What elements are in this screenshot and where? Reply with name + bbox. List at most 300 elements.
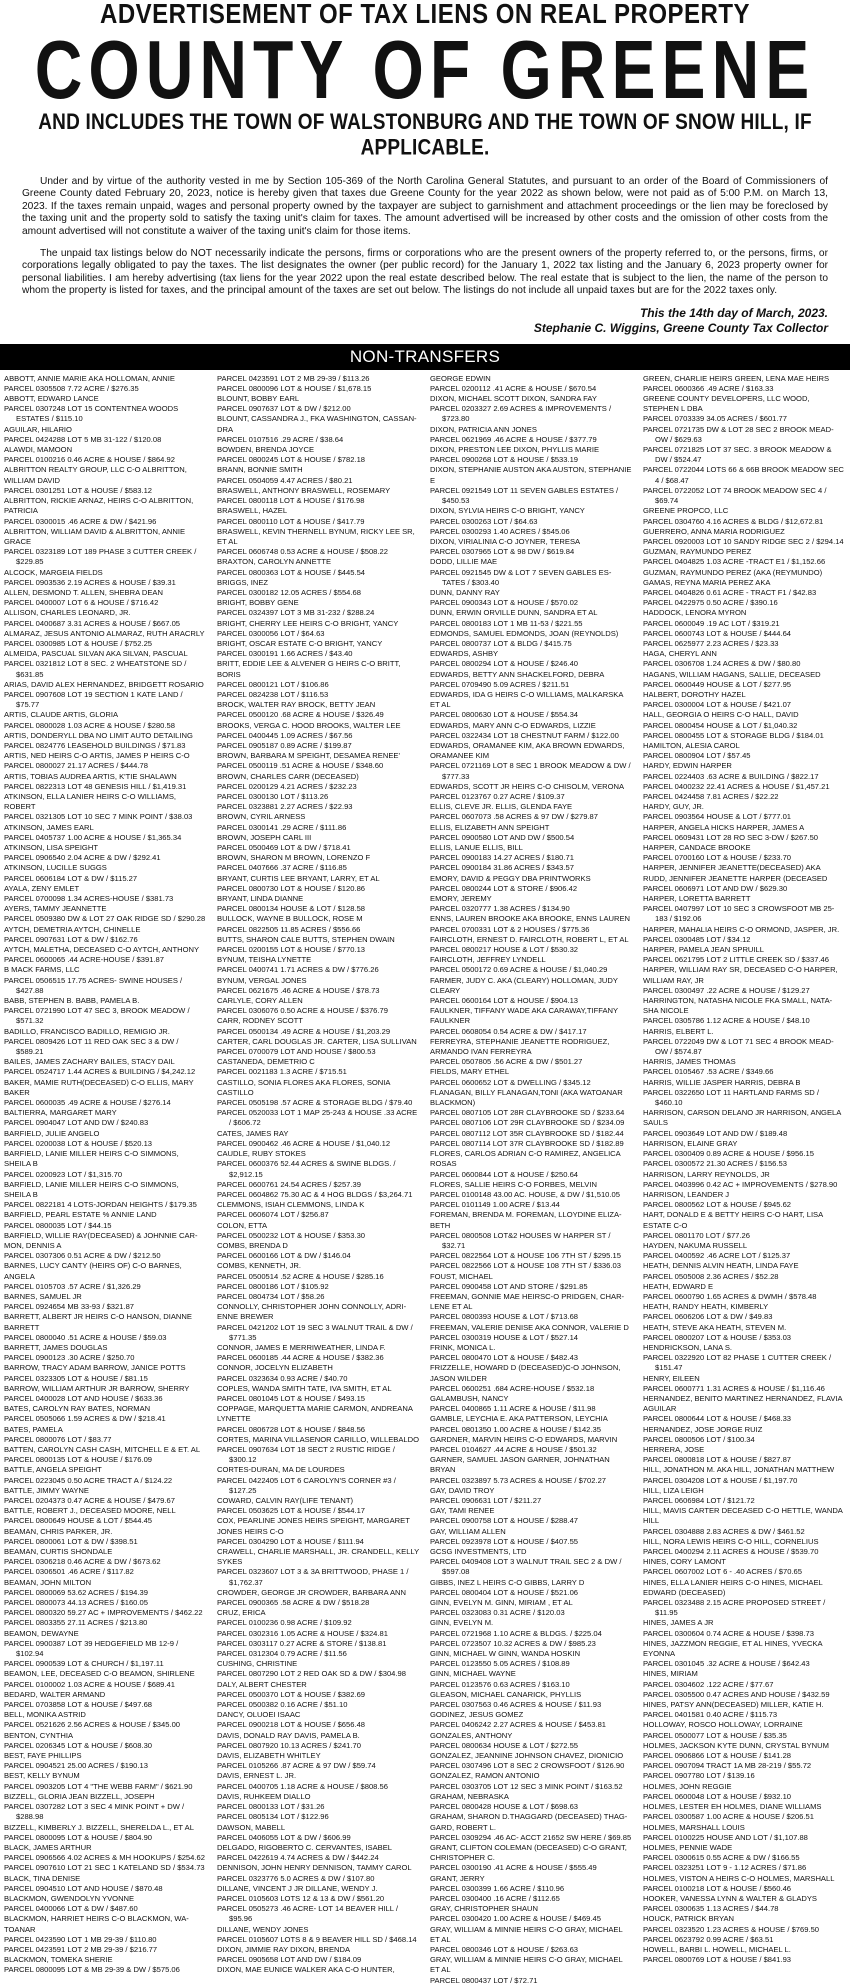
parcel-line: PARCEL 0900123 .30 ACRE / $250.70 (4, 1353, 135, 1363)
parcel-line: PARCEL 0807112 LOT 35R CLAYBROOKE SD / $182.44 (430, 1128, 624, 1138)
owner-line: BEAMAN, CHRIS PARKER, JR. (4, 1526, 113, 1536)
owner-line: EDWARDS, BETTY ANN SHACKELFORD, DEBRA (430, 669, 605, 679)
owner-line: CRUZ, ERICA (217, 1608, 266, 1618)
owner-line: DAVIS, ERNEST L. JR. (217, 1771, 297, 1781)
parcel-line: PARCEL 0322920 LOT 82 PHASE 1 CUTTER CREEK / $151.47 (643, 1353, 832, 1373)
parcel-line: PARCEL 0907780 LOT / $139.16 (643, 1771, 755, 1781)
signature-name: Stephanie C. Wiggins, Greene County Tax Collector (533, 320, 828, 335)
parcel-line: PARCEL 0903649 LOT AND DW / $189.48 (643, 1128, 788, 1138)
parcel-line: PARCEL 0621675 .46 ACRE & HOUSE / $78.73 (217, 985, 380, 995)
parcel-line: PARCEL 0621795 LOT 2 LITTLE CREEK SD / $337.46 (643, 955, 830, 965)
owner-line: DODD, LILLIE MAE (430, 557, 498, 567)
parcel-line: PARCEL 0805134 LOT / $122.96 (217, 1812, 329, 1822)
owner-line: BARFIELD, LANIE MILLER HEIRS C-O SIMMONS, SHEILA B (4, 1149, 179, 1169)
parcel-line: PARCEL 0904510 LOT AND HOUSE / $870.48 (4, 1883, 163, 1893)
parcel-line: PARCEL 0906566 4.02 ACRES & MH HOOKUPS / $254.62 (4, 1853, 205, 1863)
parcel-line: PARCEL 0721990 LOT 47 SEC 3, BROOK MEADOW / $571.32 (4, 1006, 190, 1026)
parcel-line: PARCEL 0300182 12.05 ACRES / $554.68 (217, 587, 361, 597)
owner-line: BELL, MONIKA ASTRID (4, 1710, 86, 1720)
owner-line: BALTIERRA, MARGARET MARY (4, 1108, 117, 1118)
parcel-line: PARCEL 0500172 0.69 ACRE & HOUSE / $1,040.29 (430, 965, 608, 975)
header (0, 0, 850, 161)
owner-line: CONNOR, JOCELYN ELIZABETH (217, 1363, 333, 1373)
owner-line: ALMEIDA, PASCUAL SILVAN AKA SILVAN, PASCUAL (4, 649, 188, 659)
parcel-line: PARCEL 0807920 10.13 ACRES / $241.70 (217, 1740, 361, 1750)
owner-line: BUTTS, SHARON CALE BUTTS, STEPHEN DWAIN (217, 934, 395, 944)
owner-line: B MACK FARMS, LLC (4, 965, 80, 975)
owner-line: AYERS, TAMMY JEANNETTE (4, 904, 107, 914)
parcel-line: PARCEL 0625977 2.23 ACRES / $23.33 (643, 638, 779, 648)
parcel-line: PARCEL 0801350 1.00 ACRE & HOUSE / $142.35 (430, 1424, 601, 1434)
owner-line: DIXON, VIRIALINIA C-O JOYNER, TERESA (430, 536, 581, 546)
owner-line: BARROW, WILLIAM ARTHUR JR BARROW, SHERRY (4, 1383, 190, 1393)
owner-line: DIXON, JIMMIE RAY DIXON, BRENDA (217, 1944, 351, 1954)
owner-line: BATTLE, ANGELA SPEIGHT (4, 1465, 102, 1475)
owner-line: BEAMAN, CURTIS SHONDALE (4, 1547, 113, 1557)
owner-line: HEATH, STEVE AKA HEATH, STEVEN M. (643, 1322, 787, 1332)
owner-line: HOUCK, PATRICK BRYAN (643, 1914, 734, 1924)
parcel-line: PARCEL 0504059 4.47 ACRES / $80.21 (217, 475, 353, 485)
owner-line: ATKINSON, ELLA LANIER HEIRS C-O WILLIAMS, ROBERT (4, 791, 177, 812)
owner-line: HINES, JAZZMON REGGIE, ET AL HINES, YVECKA EYONNA (643, 1638, 823, 1659)
parcel-line: PARCEL 0105266 .87 ACRE & 97 DW / $59.74 (217, 1761, 376, 1771)
owner-line: BRYANT, CURTIS LEE BRYANT, LARRY, ET AL (217, 873, 380, 883)
parcel-line: PARCEL 0204373 0.47 ACRE & HOUSE / $479.67 (4, 1496, 175, 1505)
owner-line: HOLMES, VISTON A HEIRS C-O HOLMES, MARSHALL (643, 1873, 835, 1883)
owner-line: BROWN, SHARON M BROWN, LORENZO F (217, 853, 371, 863)
parcel-line: PARCEL 0307306 0.51 ACRE & DW / $212.50 (4, 1251, 161, 1261)
owner-line: DILLANE, VINCENT J JR DILLANE, WENDY J. (217, 1883, 378, 1893)
owner-line: HARRISON, CARSON DELANO JR HARRISON, ANGELA SAULS (643, 1108, 841, 1128)
parcel-line: PARCEL 0223045 0.50 ACRE TRACT A / $124.22 (4, 1475, 173, 1485)
parcel-line: PARCEL 0800069 53.62 ACRES / $194.39 (4, 1587, 148, 1597)
parcel-line: PARCEL 0301045 .32 ACRE & HOUSE / $642.43 (643, 1659, 810, 1669)
parcel-line: PARCEL 0500232 LOT & HOUSE / $353.30 (217, 1230, 366, 1240)
parcel-line: PARCEL 0800737 LOT & BLDG / $415.75 (430, 638, 572, 648)
parcel-line: PARCEL 0907637 LOT & DW / $212.00 (217, 404, 351, 414)
owner-line: HILL, JONATHON M. AKA HILL, JONATHAN MATTHEW (643, 1465, 835, 1475)
owner-line: GRAHAM, NEBRASKA (430, 1791, 509, 1801)
parcel-line: PARCEL 0401581 0.40 ACRE / $115.73 (643, 1710, 778, 1720)
parcel-line: PARCEL 0300485 LOT / $34.12 (643, 934, 751, 944)
parcel-line: PARCEL 0900184 31.86 ACRES / $343.57 (430, 863, 574, 873)
owner-line: BROWN, BARBARA M SPEIGHT, DESAMEA RENEE' (217, 751, 400, 761)
parcel-line: PARCEL 0306076 0.50 ACRE & HOUSE / $376.79 (217, 1006, 388, 1016)
parcel-line: PARCEL 0323634 0.93 ACRE / $40.70 (217, 1373, 348, 1383)
parcel-line: PARCEL 0300263 LOT / $64.63 (430, 516, 538, 526)
owner-line: BRYANT, LINDA DIANNE (217, 894, 304, 904)
owner-line: FAULKNER, TIFFANY WADE AKA CARAWAY,TIFFANY FAULKNER (430, 1006, 618, 1026)
owner-line: CUSHING, CHRISTINE (217, 1659, 298, 1669)
parcel-line: PARCEL 0505008 2.36 ACRES / $52.28 (643, 1271, 779, 1281)
owner-line: BARFIELD, JULIE ANGELO (4, 1128, 100, 1138)
signature-block (0, 306, 850, 336)
parcel-line: PARCEL 0907634 LOT 18 SECT 2 RUSTIC RIDGE / $300.12 (217, 1444, 395, 1465)
owner-line: FLORES, CARLOS ADRIAN C-O RAMIREZ, ANGELICA ROSAS (430, 1149, 621, 1169)
owner-line: DENNISON, JOHN HENRY DENNISON, TAMMY CAROL (217, 1863, 412, 1873)
parcel-line: PARCEL 0800134 HOUSE & LOT / $128.58 (217, 904, 366, 914)
parcel-line: PARCEL 0600048 LOT & HOUSE / $932.10 (643, 1791, 792, 1801)
owner-line: EDWARDS, ASHBY (430, 649, 499, 659)
owner-line: ATKINSON, LISA SPEIGHT (4, 843, 98, 852)
owner-line: FERREYRA, STEPHANIE JEANETTE RODRIGUEZ, ARMANDO IVAN FERREYRA (430, 1036, 610, 1057)
parcel-line: PARCEL 0404826 0.61 ACRE - TRACT F1 / $42.83 (643, 587, 817, 597)
parcel-line: PARCEL 0900218 LOT & HOUSE / $656.48 (217, 1720, 366, 1730)
owner-line: BYNUM, VERGAL JONES (217, 975, 307, 985)
parcel-line: PARCEL 0905187 0.89 ACRE / $199.87 (217, 740, 352, 750)
parcel-line: PARCEL 0900183 14.27 ACRES / $180.71 (430, 853, 574, 863)
parcel-line: PARCEL 0302316 1.05 ACRE & HOUSE / $324.81 (217, 1628, 388, 1638)
parcel-line: PARCEL 0312304 0.79 ACRE / $11.56 (217, 1649, 347, 1659)
parcel-line: PARCEL 0606184 LOT & DW / $115.27 (4, 873, 138, 883)
owner-line: GAY, DAVID TROY (430, 1485, 495, 1495)
parcel-line: PARCEL 0800470 LOT & HOUSE / $482.43 (430, 1353, 579, 1363)
owner-line: BEAMAN, JOHN MILTON (4, 1577, 92, 1587)
parcel-line: PARCEL 0323488 2.15 ACRE PROPOSED STREET / $11.95 (643, 1598, 826, 1618)
owner-line: ALMARAZ, JESUS ANTONIO ALMARAZ, RUTH ARACRLY (4, 628, 205, 638)
owner-line: BRAXTON, CAROLYN ANNETTE (217, 557, 332, 567)
owner-line: CARR, RODNEY SCOTT (217, 1016, 303, 1026)
owner-line: CASTANEDA, DEMETRIO C (217, 1057, 315, 1067)
parcel-line: PARCEL 0721968 1.10 ACRE & BLDGS. / $225.04 (430, 1628, 602, 1638)
parcel-line: PARCEL 0904521 25.00 ACRES / $190.13 (4, 1761, 148, 1771)
parcel-line: PARCEL 0323251 LOT 9 - 1.12 ACRES / $71.86 (643, 1863, 807, 1873)
owner-line: ALCOCK, MARGEIA FIELDS (4, 567, 103, 577)
parcel-line: PARCEL 0322434 LOT 18 CHESTNUT FARM / $122.00 (430, 730, 619, 740)
owner-line: DIXON, PRESTON LEE DIXON, PHYLLIS MARIE (430, 445, 600, 455)
parcel-line: PARCEL 0800073 44.13 ACRES / $160.05 (4, 1598, 148, 1608)
owner-line: GCSG INVESTMENTS, LTD (430, 1547, 527, 1557)
owner-line: HAYDEN, NAKUMA RUSSELL (643, 1240, 748, 1250)
parcel-line: PARCEL 0600166 LOT & DW / $146.04 (217, 1251, 351, 1261)
owner-line: FAIRCLOTH, ERNEST D. FAIRCLOTH, ROBERT L, ET AL (430, 934, 629, 944)
owner-line: BATTEN, CAROLYN CASH CASH, MITCHELL E & ET. AL (4, 1444, 201, 1454)
parcel-line: PARCEL 0524717 1.44 ACRES & BUILDING / $4,242.12 (4, 1067, 196, 1077)
owner-line: GLEASON, MICHAEL CANARICK, PHYLLIS (430, 1689, 582, 1699)
owner-line: HARDY, EDWIN HARPER (643, 761, 732, 771)
parcel-line: PARCEL 0600366 .49 ACRE / $163.33 (643, 383, 774, 393)
parcel-line: PARCEL 0800644 LOT & HOUSE / $468.33 (643, 1414, 792, 1424)
parcel-line: PARCEL 0300572 21.30 ACRES / $156.53 (643, 1159, 787, 1169)
parcel-line: PARCEL 0500120 .68 ACRE & HOUSE / $326.49 (217, 710, 384, 720)
owner-line: COLON, ETTA (217, 1220, 268, 1230)
parcel-line: PARCEL 0600251 .684 ACRE-HOUSE / $532.18 (430, 1383, 595, 1393)
parcel-line: PARCEL 0907608 LOT 19 SECTION 1 KATE LAND / $75.77 (4, 689, 183, 710)
owner-line: BATES, CAROLYN RAY BATES, NORMAN (4, 1404, 151, 1414)
parcel-line: PARCEL 0422405 LOT 6 CAROLYN'S CORNER #3 / $127.25 (217, 1475, 396, 1495)
parcel-line: PARCEL 0824776 LEASEHOLD BUILDINGS / $71.83 (4, 740, 186, 750)
owner-line: HAGA, CHERYL ANN (643, 649, 717, 659)
parcel-line: PARCEL 0822313 LOT 48 GENESIS HILL / $1,419.31 (4, 781, 187, 791)
owner-line: GRAY, CHRISTOPHER SHAUN (430, 1904, 539, 1914)
parcel-line: PARCEL 0307248 LOT 15 CONTENTNEA WOODS ESTATES / $115.10 (4, 404, 179, 424)
parcel-line: PARCEL 0505066 1.59 ACRES & DW / $218.41 (4, 1414, 166, 1424)
owner-line: DAVIS, ELIZABETH WHITLEY (217, 1751, 321, 1761)
parcel-line: PARCEL 0320777 1.38 ACRES / $134.90 (430, 904, 570, 914)
parcel-line: PARCEL 0104627 .44 ACRE & HOUSE / $501.32 (430, 1444, 597, 1454)
owner-line: CLEMMONS, ISIAH CLEMMONS, LINDA K (217, 1200, 365, 1210)
parcel-line: PARCEL 0400687 3.31 ACRES & HOUSE / $667.05 (4, 618, 181, 628)
parcel-line: PARCEL 0709490 5.09 ACRES / $211.51 (430, 679, 570, 689)
owner-line: CARLYLE, CORY ALLEN (217, 996, 303, 1006)
parcel-line: PARCEL 0323607 LOT 3 & 3A BRITTWOOD, PHASE 1 / $1,762.37 (217, 1567, 409, 1587)
owner-line: BROOKS, VERGA C. HOOD BROOKS, WALTER LEE (217, 720, 401, 730)
intro-paragraph-1: Under and by virtue of the authority vested in me by Section 105-369 of the North Carolina General Statutes, and pursuant to an order of the Board of Commissioners of Greene County dated February 20, 2023, notice is hereby given that taxes due Greene County for the year 2022 as shown below, were not paid as of 5:00 P.M. on March 13, 2023. If the taxes remain unpaid, wages and personal property owned by the taxpayer are subject to garnishment and attachment proceedings or the lien may be foreclosed by the taxing unit and the property sold to satisfy the taxing unit's claim for taxes. The amount advertised will be increased by other costs and the omission of other costs from the amount advertised will not constitute a waiver of the taxing unit's claim for those items. (22, 176, 828, 237)
parcel-line: PARCEL 0907094 TRACT 1A MB 28-219 / $55.72 (643, 1761, 812, 1771)
parcel-line: PARCEL 0300141 .29 ACRE / $111.86 (217, 822, 347, 832)
parcel-line: PARCEL 0300409 0.89 ACRE & HOUSE / $956.15 (643, 1149, 814, 1159)
parcel-line: PARCEL 0200129 4.21 ACRES / $232.23 (217, 781, 357, 791)
parcel-line: PARCEL 0900462 .46 ACRE & HOUSE / $1,040.12 (217, 1138, 391, 1148)
owner-line: DAVIS, DONALD RAY DAVIS, PAMELA B. (217, 1730, 360, 1740)
parcel-line: PARCEL 0300130 LOT / $113.26 (217, 791, 329, 801)
owner-line: HARRIS, WILLIE JASPER HARRIS, DEBRA B (643, 1077, 801, 1087)
owner-line: GONZALES, ANTHONY (430, 1730, 513, 1740)
parcel-line: PARCEL 0800363 LOT & HOUSE / $445.54 (217, 567, 366, 577)
owner-line: BEDARD, WALTER ARMAND (4, 1689, 106, 1699)
parcel-line: PARCEL 0300400 .16 ACRE / $112.65 (430, 1893, 560, 1903)
parcel-line: PARCEL 0323305 LOT & HOUSE / $81.15 (4, 1373, 148, 1383)
parcel-line: PARCEL 0400028 LOT AND HOUSE / $633.36 (4, 1393, 163, 1403)
parcel-line: PARCEL 0500134 .49 ACRE & HOUSE / $1,203.29 (217, 1026, 391, 1036)
owner-line: HILL, MAVIS CARTER DECEASED C-O HETTLE, WANDA HILL (643, 1506, 843, 1526)
parcel-line: PARCEL 0307496 LOT 8 SEC 2 CROWSFOOT / $126.90 (430, 1761, 625, 1771)
parcel-line: PARCEL 0323520 1.23 ACRES & HOUSE / $769.50 (643, 1924, 820, 1934)
parcel-line: PARCEL 0200923 LOT / $1,315.70 (4, 1169, 123, 1179)
owner-line: ENNS, LAUREN BROOKE AKA BROOKE, ENNS LAUREN (430, 914, 631, 924)
owner-line: FREEMAN, VALERIE DENISE AKA CONNOR, VALERIE D (430, 1322, 629, 1332)
parcel-line: PARCEL 0800207 LOT & HOUSE / $353.03 (643, 1332, 792, 1342)
owner-line: GARNER, SAMUEL JASON GARNER, JOHNATHAN BRYAN (430, 1455, 610, 1475)
owner-line: BROWN, CYRIL ARNESS (217, 812, 306, 822)
owner-line: BARFIELD, LANIE MILLER HEIRS C-O SIMMONS, SHEILA B (4, 1179, 179, 1199)
owner-line: FRINK, MONICA L. (430, 1342, 496, 1352)
parcel-line: PARCEL 0100218 LOT & HOUSE / $560.46 (643, 1883, 792, 1893)
owner-line: FREEMAN, GONNIE MAE HEIRSC-O PRIDGEN, CHAR-LENE ET AL (430, 1291, 625, 1312)
parcel-line: PARCEL 0300399 1.66 ACRE / $110.96 (430, 1883, 565, 1893)
owner-line: HALBERT, DOROTHY HAZEL (643, 689, 746, 699)
parcel-line: PARCEL 0907631 LOT & DW / $162.76 (4, 934, 138, 944)
parcel-line: PARCEL 0822181 4 LOTS-JORDAN HEIGHTS / $179.35 (4, 1200, 197, 1210)
owner-line: EDWARDS, ORAMANEE KIM, AKA BROWN EDWARDS, ORAMANEE KIM (430, 740, 625, 761)
parcel-line: PARCEL 0403996 0.42 AC + IMPROVEMENTS / $278.90 (643, 1179, 838, 1189)
parcel-line: PARCEL 0722052 LOT 74 BROOK MEADOW SEC 4 / $69.74 (643, 485, 827, 506)
owner-line: GUZMAN, RAYMUNDO PEREZ (643, 547, 752, 557)
parcel-line: PARCEL 0800649 HOUSE & LOT / $544.45 (4, 1516, 153, 1526)
parcel-line: PARCEL 0800183 LOT 1 MB 11-53 / $221.55 (430, 618, 583, 628)
owner-line: BRASWELL, HAZEL (217, 506, 288, 516)
parcel-line: PARCEL 0822566 LOT & HOUSE 108 7TH ST / $336.03 (430, 1261, 621, 1271)
parcel-line: PARCEL 0600761 24.54 ACRES / $257.39 (217, 1179, 361, 1189)
parcel-line: PARCEL 0723507 10.32 ACRES & DW / $985.23 (430, 1638, 596, 1648)
intro-text (0, 176, 850, 298)
owner-line: BARFIELD, WILLIE RAY(DECEASED) & JOHNNIE CAR-MON, DENNIS A (4, 1230, 198, 1250)
owner-line: ABBOTT, ANNIE MARIE AKA HOLLOMAN, ANNIE (4, 373, 175, 383)
owner-line: HALL, GEORGIA O HEIRS C-O HALL, DAVID (643, 710, 799, 720)
parcel-line: PARCEL 0920003 LOT 10 SANDY RIDGE SEC 2 / $294.14 (643, 536, 844, 546)
parcel-line: PARCEL 0509380 DW & LOT 27 OAK RIDGE SD / $290.28 (4, 914, 206, 924)
owner-line: GINN, MICHAEL W GINN, WANDA HOSKIN (430, 1649, 581, 1659)
owner-line: GONZALEZ, RAMON ANTONIO (430, 1771, 540, 1781)
parcel-line: PARCEL 0422619 4.74 ACRES & DW / $442.24 (217, 1853, 379, 1863)
parcel-line: PARCEL 0905658 LOT AND DW / $184.09 (217, 1955, 362, 1965)
parcel-line: PARCEL 0123767 0.27 ACRE / $109.37 (430, 791, 565, 801)
owner-line: HILL, NORA LEWIS HEIRS C-O HILL, CORNELIUS (643, 1536, 819, 1546)
parcel-line: PARCEL 0607002 LOT 6 - .40 ACRES / $70.65 (643, 1567, 803, 1577)
parcel-line: PARCEL 0507805 .56 ACRE & DW / $501.27 (430, 1057, 583, 1067)
parcel-line: PARCEL 0304602 .122 ACRE / $77.67 (643, 1679, 774, 1689)
listing-columns (0, 370, 850, 1985)
parcel-line: PARCEL 0500514 .52 ACRE & HOUSE / $285.16 (217, 1271, 384, 1281)
owner-line: EDWARDS, SCOTT JR HEIRS C-O CHISOLM, VERONA (430, 781, 625, 791)
parcel-line: PARCEL 0322650 LOT 11 HARTLAND FARMS SD / $460.10 (643, 1087, 819, 1108)
parcel-line: PARCEL 0300293 1.40 ACRES / $545.06 (430, 526, 570, 536)
parcel-line: PARCEL 0203327 2.69 ACRES & IMPROVEMENTS / $723.80 (430, 404, 612, 424)
parcel-line: PARCEL 0300587 1.00 ACRE & HOUSE / $206.51 (643, 1812, 814, 1822)
parcel-line: PARCEL 0800454 HOUSE & LOT / $1,040.32 (643, 720, 798, 730)
owner-line: EDWARDS, MARY ANN C-O EDWARDS, LIZZIE (430, 720, 596, 730)
parcel-line: PARCEL 0404825 1.03 ACRE -TRACT E1 / $1,152.66 (643, 557, 826, 567)
parcel-line: PARCEL 0321305 LOT 10 SEC 7 MINK POINT / $38.03 (4, 812, 193, 822)
parcel-line: PARCEL 0500370 LOT & HOUSE / $382.69 (217, 1689, 366, 1699)
parcel-line: PARCEL 0600449 HOUSE & LOT / $277.95 (643, 679, 792, 689)
parcel-line: PARCEL 0600035 .49 ACRE & HOUSE / $276.14 (4, 1098, 171, 1108)
parcel-line: PARCEL 0224403 .63 ACRE & BUILDING / $822.17 (643, 771, 819, 781)
owner-line: BRITT, EDDIE LEE & ALVENER G HEIRS C-O BRITT, BORIS (217, 659, 401, 679)
owner-line: COX, PEARLINE JONES HEIRS SPEIGHT, MARGARET JONES HEIRS C-O (217, 1516, 410, 1536)
parcel-line: PARCEL 0324397 LOT 3 MB 31-232 / $288.24 (217, 608, 375, 618)
owner-line: GIBBS, INEZ L HEIRS C-O GIBBS, LARRY D (430, 1577, 585, 1587)
parcel-line: PARCEL 0904047 LOT AND DW / $240.83 (4, 1118, 149, 1128)
owner-line: BRIGHT, BOBBY GENE (217, 598, 299, 608)
owner-line: CORTES-DURAN, MA DE LOURDES (217, 1465, 345, 1475)
owner-line: BRASWELL, KEVIN THERNELL BYNUM, RICKY LEE SR, ET AL (217, 526, 415, 546)
owner-line: FRIZZELLE, HOWARD D (DECEASED)C-O JOHNSON, JASON WILDER (430, 1363, 621, 1383)
owner-line: COWARD, CALVIN RAY(LIFE TENANT) (217, 1496, 353, 1505)
parcel-line: PARCEL 0800133 LOT / $31.26 (217, 1802, 325, 1812)
parcel-line: PARCEL 0500119 .51 ACRE & HOUSE / $348.60 (217, 761, 384, 771)
parcel-line: PARCEL 0500077 LOT & HOUSE / $35.35 (643, 1730, 787, 1740)
parcel-line: PARCEL 0400294 2.11 ACRES & HOUSE / $539.70 (643, 1547, 819, 1557)
parcel-line: PARCEL 0600164 LOT & HOUSE / $904.13 (430, 996, 579, 1006)
parcel-line: PARCEL 0300056 LOT / $64.63 (217, 628, 325, 638)
parcel-line: PARCEL 0807106 LOT 29R CLAYBROOKE SD / $234.09 (430, 1118, 625, 1128)
owner-line: ARTIS, DONDERYLL DBA NO LIMIT AUTO DETAILING (4, 730, 193, 740)
parcel-line: PARCEL 0900365 .58 ACRE & DW / $518.28 (217, 1598, 370, 1608)
owner-line: HARPER, CANDACE BROOKE (643, 843, 751, 852)
owner-line: BEAMON, DEWAYNE (4, 1628, 79, 1638)
parcel-line: PARCEL 0600743 LOT & HOUSE / $444.64 (643, 628, 792, 638)
owner-line: ELLIS, ELIZABETH ANN SPEIGHT (430, 822, 550, 832)
owner-line: ELLIS, LANUE ELLIS, BILL (430, 843, 523, 852)
owner-line: HERNANDEZ, JOSE JORGE RUIZ (643, 1424, 763, 1434)
parcel-line: PARCEL 0800121 LOT / $106.86 (217, 679, 329, 689)
parcel-line: PARCEL 0800096 LOT & HOUSE / $1,678.15 (217, 383, 372, 393)
parcel-line: PARCEL 0306501 .46 ACRE / $117.82 (4, 1567, 134, 1577)
owner-line: CASTILLO, SONIA FLORES AKA FLORES, SONIA CASTILLO (217, 1077, 391, 1097)
parcel-line: PARCEL 0400445 1.09 ACRES / $67.56 (217, 730, 353, 740)
parcel-line: PARCEL 0520033 LOT 1 MAP 25-243 & HOUSE .33 ACRE / $606.72 (217, 1108, 418, 1128)
owner-line: BLACKMON, HARRIET HEIRS C-O BLACKMON, WA-TOANAR (4, 1914, 189, 1934)
parcel-line: PARCEL 0600771 1.31 ACRES & HOUSE / $1,116.46 (643, 1383, 825, 1393)
owner-line: HARRISON, LARRY REYNOLDS, JR (643, 1169, 770, 1179)
owner-line: ATKINSON, LUCILLE SUGGS (4, 863, 107, 873)
owner-line: HARDY, GUY, JR. (643, 802, 704, 812)
owner-line: GRANT, JERRY (430, 1873, 485, 1883)
parcel-line: PARCEL 0300319 HOUSE & LOT / $527.14 (430, 1332, 579, 1342)
parcel-line: PARCEL 0300015 .46 ACRE & DW / $421.96 (4, 516, 157, 526)
parcel-line: PARCEL 0623792 0.99 ACRE / $63.51 (643, 1934, 774, 1944)
parcel-line: PARCEL 0424458 7.81 ACRES / $22.22 (643, 791, 779, 801)
owner-line: AGUILAR, HILARIO (4, 424, 72, 434)
owner-line: HINES, CORY LAMONT (643, 1557, 726, 1567)
parcel-line: PARCEL 0800320 59.27 AC + IMPROVEMENTS / $462.22 (4, 1608, 203, 1618)
parcel-line: PARCEL 0900343 LOT & HOUSE / $570.02 (430, 598, 579, 608)
parcel-line: PARCEL 0300420 1.00 ACRE & HOUSE / $469.45 (430, 1914, 601, 1924)
parcel-line: PARCEL 0300191 1.66 ACRES / $43.40 (217, 649, 353, 659)
owner-line: HAGANS, WILLIAM HAGANS, SALLIE, DECEASED (643, 669, 821, 679)
section-title-bar: NON-TRANSFERS (0, 344, 850, 370)
owner-line: GALAMBUSH, NANCY (430, 1393, 509, 1403)
parcel-line: PARCEL 0423590 LOT 1 MB 29-39 / $110.80 (4, 1934, 157, 1944)
owner-line: GAMBLE, LEYCHIA E. AKA PATTERSON, LEYCHIA (430, 1414, 608, 1424)
parcel-line: PARCEL 0800035 LOT / $44.15 (4, 1220, 112, 1230)
owner-line: EMORY, JEREMY (430, 894, 492, 904)
parcel-line: PARCEL 0200155 LOT & HOUSE / $770.13 (217, 945, 366, 955)
owner-line: BENTON, CYNTHIA (4, 1730, 74, 1740)
owner-line: HINES, MIRIAM (643, 1669, 698, 1679)
parcel-line: PARCEL 0107516 .29 ACRE / $38.64 (217, 434, 344, 444)
owner-line: ARTIS, TOBIAS AUDREA ARTIS, K'TIE SHALAWN (4, 771, 177, 781)
owner-line: GINN, EVELYN M. GINN, MIRIAM , ET AL (430, 1598, 573, 1608)
owner-line: HENDRICKSON, LANA S. (643, 1342, 733, 1352)
owner-line: BEAMON, LEE, DECEASED C-O BEAMON, SHIRLENE (4, 1669, 195, 1679)
owner-line: ALLEN, DESMOND T. ALLEN, SHEBRA DEAN (4, 587, 163, 597)
owner-line: DELGADO, RIGOBERTO C. CERVANTES, ISABEL (217, 1842, 392, 1852)
parcel-line: PARCEL 0800061 LOT & DW / $398.51 (4, 1536, 138, 1546)
owner-line: AYTCH, DEMETRIA AYTCH, CHINELLE (4, 924, 141, 934)
parcel-line: PARCEL 0406242 2.27 ACRES & HOUSE / $453.81 (430, 1720, 607, 1730)
owner-line: BAILES, JAMES ZACHARY BAILES, STACY DAIL (4, 1057, 175, 1067)
parcel-line: PARCEL 0800630 LOT & HOUSE / $554.34 (430, 710, 579, 720)
owner-line: EDWARDS, IDA G HEIRS C-O WILLIAMS, MALKARSKA ET AL (430, 689, 623, 710)
parcel-line: PARCEL 0900758 LOT & HOUSE / $288.47 (430, 1516, 579, 1526)
parcel-line: PARCEL 0323189 LOT 189 PHASE 3 CUTTER CREEK / $229.85 (4, 547, 197, 567)
parcel-line: PARCEL 0323897 5.73 ACRES & HOUSE / $702.27 (430, 1475, 607, 1485)
owner-line: COPLES, WANDA SMITH TATE, IVA SMITH, ET AL (217, 1383, 392, 1393)
owner-line: HINES, ELLA LANIER HEIRS C-O HINES, MICHAEL EDWARD (DECEASED) (643, 1577, 823, 1597)
parcel-line: PARCEL 0900458 LOT AND STORE / $291.85 (430, 1281, 588, 1291)
parcel-line: PARCEL 0400705 1.18 ACRE & HOUSE / $808.56 (217, 1781, 388, 1791)
owner-line: HADDOCK, LENORA MYRON (643, 608, 747, 618)
parcel-line: PARCEL 0407666 .37 ACRE / $116.85 (217, 863, 347, 873)
parcel-line: PARCEL 0300985 LOT & HOUSE / $752.25 (4, 638, 153, 648)
owner-line: HARRIS, JAMES THOMAS (643, 1057, 736, 1067)
owner-line: GREENE COUNTY DEVELOPERS, LLC WOOD, STEPHEN L DBA (643, 394, 810, 414)
owner-line: BRANN, BONNIE SMITH (217, 465, 303, 475)
owner-line: CONNOR, JAMES E MERRIWEATHER, LINDA F. (217, 1342, 386, 1352)
parcel-line: PARCEL 0423591 LOT 2 MB 29-39 / $216.77 (4, 1944, 158, 1954)
parcel-line: PARCEL 0900580 LOT AND DW / $500.54 (430, 832, 575, 842)
owner-line: GUERRERO, ANNA MARIA RODRIGUEZ (643, 526, 785, 536)
owner-line: HERRERA, JOSE (643, 1444, 705, 1454)
owner-line: BIZZELL, GLORIA JEAN BIZZELL, JOSEPH (4, 1791, 155, 1801)
owner-line: DIXON, MAE EUNICE WALKER AKA C-O HUNTER, (217, 1965, 395, 1975)
parcel-line: PARCEL 0105467 .53 ACRE / $349.66 (643, 1067, 774, 1077)
parcel-line: PARCEL 0801170 LOT / $77.26 (643, 1230, 750, 1240)
owner-line: BARFIELD, PEARL ESTATE % ANNIE LAND (4, 1210, 157, 1220)
parcel-line: PARCEL 0800217 HOUSE & LOT / $530.32 (430, 945, 579, 955)
